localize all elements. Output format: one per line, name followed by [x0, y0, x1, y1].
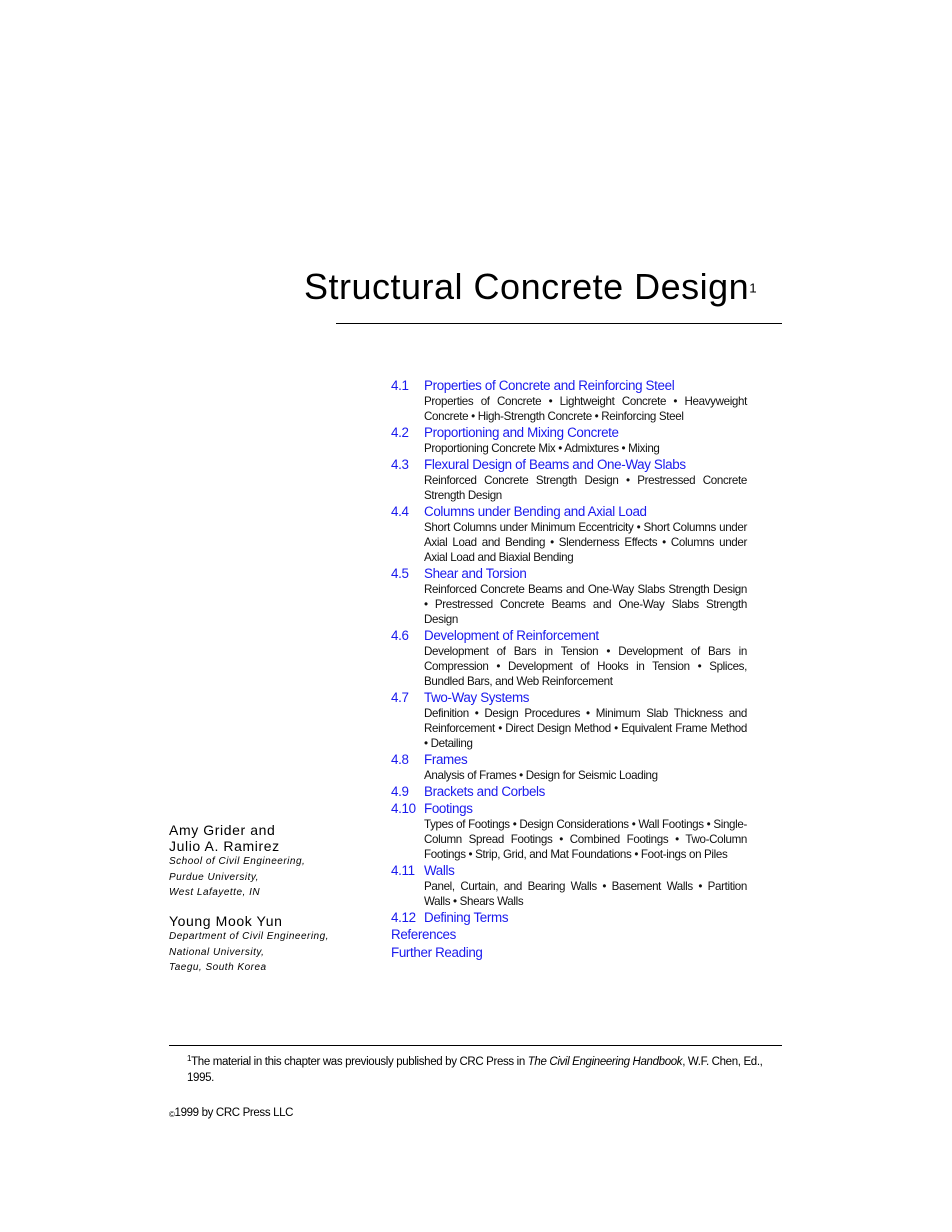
toc-entry [391, 424, 747, 456]
toc-section-title[interactable]: Proportioning and Mixing Concrete [424, 425, 619, 440]
toc-section-description: Development of Bars in Tension • Development of Bars in Compression • Development of Hooks in Tension • Splices, Bundled Bars, and Web Reinforcement [424, 645, 747, 688]
toc-entry [391, 627, 747, 689]
footnote-text-before: The material in this chapter was previously published by CRC Press in [191, 1056, 528, 1068]
toc-section-number[interactable]: 4.11 [391, 863, 415, 878]
title-footnote-marker[interactable]: 1 [749, 280, 757, 296]
author-affiliation: National University, [169, 946, 265, 958]
toc-section-description: Short Columns under Minimum Eccentricity • Short Columns under Axial Load and Bending • Slenderness Effects • Columns under Axial Load and Biaxial Bending [424, 521, 747, 564]
toc-section-title[interactable]: Development of Reinforcement [424, 628, 599, 643]
toc-entry [391, 689, 747, 751]
chapter-title: Structural Concrete Design [304, 266, 750, 307]
toc-section-description: Reinforced Concrete Beams and One-Way Slabs Strength Design • Prestressed Concrete Beams and One-Way Slabs Strength Design [424, 583, 747, 626]
toc-entry-heading[interactable] [391, 565, 747, 582]
toc-entry-heading[interactable] [391, 503, 747, 520]
toc-section-description: Panel, Curtain, and Bearing Walls • Basement Walls • Partition Walls • Shears Walls [424, 880, 747, 908]
copyright-symbol: © [169, 1110, 175, 1119]
footnote-marker: 1 [187, 1054, 192, 1063]
toc-section-number[interactable]: 4.6 [391, 628, 409, 643]
toc-section-title[interactable]: Defining Terms [424, 910, 509, 925]
copyright [169, 1107, 293, 1119]
toc-entry [391, 377, 747, 424]
toc-entry [391, 503, 747, 565]
toc-section-title[interactable]: Columns under Bending and Axial Load [424, 504, 647, 519]
chapter-title-block [304, 266, 757, 308]
author-affiliation: Taegu, South Korea [169, 962, 267, 973]
footnote-book-title: The Civil Engineering Handbook [527, 1056, 683, 1068]
toc-section-description: Properties of Concrete • Lightweight Concrete • Heavyweight Concrete • High-Strength Concrete • Reinforcing Steel [424, 395, 747, 423]
author-name: Julio A. Ramirez [169, 837, 280, 854]
toc-extra-link[interactable]: Further Reading [391, 944, 483, 960]
toc-entry-heading[interactable] [391, 627, 747, 644]
toc-section-description: Reinforced Concrete Strength Design • Prestressed Concrete Strength Design [424, 474, 747, 502]
footnote [187, 1051, 783, 1086]
toc-entry-heading[interactable] [391, 751, 747, 768]
toc-entry-heading[interactable] [391, 377, 747, 394]
toc-section-number[interactable]: 4.5 [391, 566, 409, 581]
toc-entry [391, 783, 747, 800]
toc-section-title[interactable]: Footings [424, 801, 473, 816]
toc-section-title[interactable]: Flexural Design of Beams and One-Way Slabs [424, 457, 686, 472]
toc-section-description: Proportioning Concrete Mix • Admixtures • Mixing [424, 442, 660, 455]
toc-entry [391, 751, 747, 783]
author-affiliation: West Lafayette, IN [169, 887, 261, 898]
author-affiliation: Purdue University, [169, 871, 259, 883]
toc-section-title[interactable]: Frames [424, 752, 468, 767]
toc-entry [391, 909, 747, 926]
toc-section-number[interactable]: 4.10 [391, 801, 416, 816]
toc-section-description: Analysis of Frames • Design for Seismic Loading [424, 769, 658, 782]
toc-section-number[interactable]: 4.1 [391, 378, 409, 393]
author-block [169, 914, 369, 976]
footnote-rule [169, 1045, 782, 1046]
toc-section-number[interactable]: 4.8 [391, 752, 409, 767]
author-affiliation: Department of Civil Engineering, [169, 931, 329, 942]
toc-section-title[interactable]: Brackets and Corbels [424, 784, 546, 799]
toc-section-number[interactable]: 4.4 [391, 504, 409, 519]
toc-section-number[interactable]: 4.12 [391, 910, 416, 925]
toc-section-title[interactable]: Walls [424, 863, 455, 878]
toc-extra-link[interactable]: References [391, 927, 456, 942]
toc-entry-heading[interactable] [391, 424, 747, 441]
toc-entry-heading[interactable] [391, 783, 747, 800]
toc-entry-heading[interactable] [391, 909, 747, 926]
toc-entry-heading[interactable] [391, 689, 747, 706]
toc-section-number[interactable]: 4.3 [391, 457, 409, 472]
author-name: Amy Grider and [169, 822, 276, 838]
author-list [169, 823, 369, 989]
toc-section-title[interactable]: Two-Way Systems [424, 690, 530, 705]
title-rule [336, 323, 782, 324]
toc-section-description: Definition • Design Procedures • Minimum Slab Thickness and Reinforcement • Direct Design Method • Equivalent Frame Method • Detailing [424, 707, 747, 750]
toc-section-description: Types of Footings • Design Considerations • Wall Footings • Single-Column Spread Footings • Combined Footings • Two-Column Footings • Strip, Grid, and Mat Foundations • Foot-ings on Piles [424, 818, 747, 861]
toc-entry [391, 800, 747, 862]
author-name: Young Mook Yun [169, 912, 283, 929]
author-affiliation: School of Civil Engineering, [169, 856, 306, 867]
toc-entry [391, 565, 747, 627]
toc-section-title[interactable]: Shear and Torsion [424, 566, 527, 581]
toc-entry [391, 862, 747, 909]
toc-section-title[interactable]: Properties of Concrete and Reinforcing Steel [424, 378, 675, 393]
toc-entry-heading[interactable] [391, 800, 747, 817]
author-block [169, 823, 369, 901]
copyright-text: 1999 by CRC Press LLC [174, 1107, 294, 1119]
toc-entry-heading[interactable] [391, 456, 747, 473]
toc-section-number[interactable]: 4.7 [391, 690, 409, 705]
toc-entry [391, 456, 747, 503]
footnote-text-after: , W.F. Chen, Ed., 1995. [187, 1056, 763, 1084]
toc-entry-heading[interactable] [391, 862, 747, 879]
table-of-contents [391, 377, 747, 961]
toc-section-number[interactable]: 4.2 [391, 425, 409, 440]
toc-section-number[interactable]: 4.9 [391, 784, 409, 799]
